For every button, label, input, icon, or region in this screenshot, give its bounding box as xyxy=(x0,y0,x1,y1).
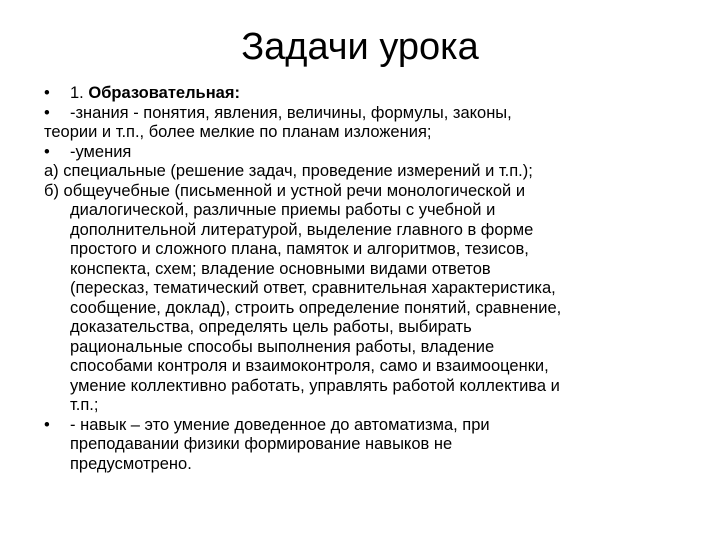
bullet-marker: • xyxy=(44,415,50,434)
text-line: сообщение, доклад), строить определение понятий, сравнение, xyxy=(70,298,562,317)
text-line: дополнительной литературой, выделение главного в форме xyxy=(70,220,534,239)
text-line: -знания - понятия, явления, величины, формулы, законы, xyxy=(70,103,512,122)
text-line: преподавании физики формирование навыков не xyxy=(70,435,453,453)
text-line: - навык – это умение доведенное до автоматизма, при xyxy=(70,415,490,434)
text-line: теории и т.п., более мелкие по планам изложения; xyxy=(44,123,432,141)
text-line: умение коллективно работать, управлять работой коллектива и xyxy=(70,376,560,395)
slide-title: Задачи урока xyxy=(241,26,479,68)
slide-body xyxy=(44,84,684,474)
bullet-item-habit xyxy=(44,416,684,436)
item-number: 1. xyxy=(70,84,89,102)
text-line: а) специальные (решение задач, проведение измерений и т.п.); xyxy=(44,162,533,180)
bullet-marker: • xyxy=(44,84,50,102)
item-heading: Образовательная: xyxy=(88,84,240,102)
bullet-item-educational xyxy=(44,84,684,104)
text-line: способами контроля и взаимоконтроля, само и взаимооценки, xyxy=(70,357,549,375)
bullet-marker: • xyxy=(44,142,50,161)
text-line: доказательства, определять цель работы, выбирать xyxy=(70,318,472,336)
text-line: предусмотрено. xyxy=(70,454,192,473)
bullet-item-knowledge xyxy=(44,104,684,124)
text-line: (пересказ, тематический ответ, сравнительная характеристика, xyxy=(70,279,556,297)
text-line: диалогической, различные приемы работы с учебной и xyxy=(70,201,496,219)
text-line: рациональные способы выполнения работы, владение xyxy=(70,337,495,356)
text-line: -умения xyxy=(70,142,132,161)
text-line: т.п.; xyxy=(70,396,99,414)
text-line: б) общеучебные (письменной и устной речи монологической и xyxy=(44,181,526,200)
bullet-marker: • xyxy=(44,103,50,122)
text-line: простого и сложного плана, памяток и алгоритмов, тезисов, xyxy=(70,240,529,258)
text-line: конспекта, схем; владение основными видами ответов xyxy=(70,259,491,278)
bullet-item-skills xyxy=(44,143,684,163)
